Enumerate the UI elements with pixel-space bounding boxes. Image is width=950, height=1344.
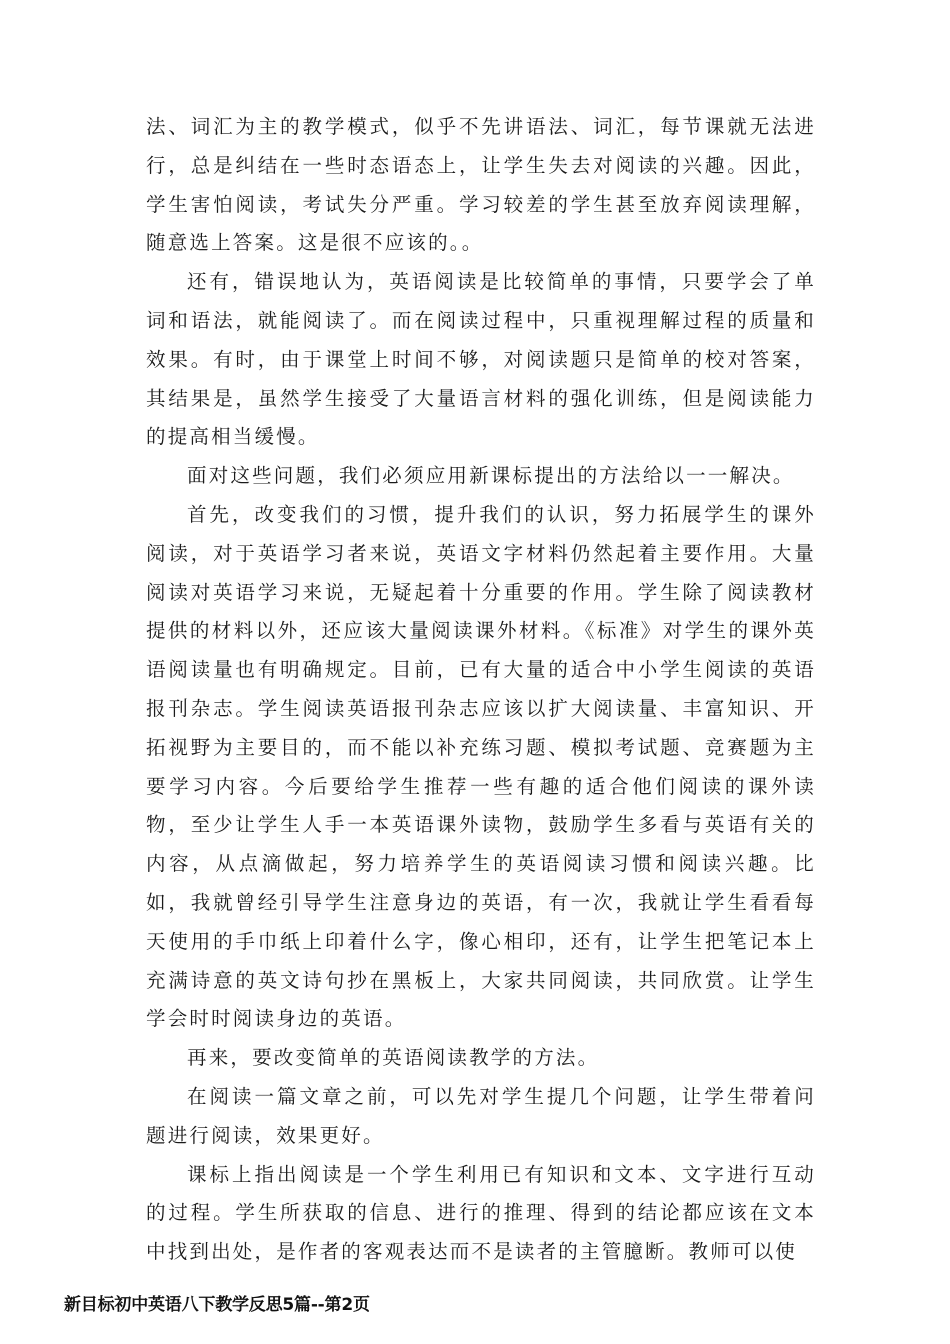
paragraph-continuation: 法、词汇为主的教学模式，似乎不先讲语法、词汇，每节课就无法进行，总是纠结在一些时态语态上，让学生失去对阅读的兴趣。因此，学生害怕阅读，考试失分严重。学习较差的学生甚至放弃阅读理解，随意选上答案。这是很不应该的。。 bbox=[146, 115, 816, 255]
paragraph: 再来，要改变简单的英语阅读教学的方法。 bbox=[187, 1046, 600, 1070]
paragraph: 课标上指出阅读是一个学生利用已有知识和文本、文字进行互动的过程。学生所获取的信息、进行的推理、得到的结论都应该在文本中找到出处，是作者的客观表达而不是读者的主管臆断。教师可以使 bbox=[146, 1162, 816, 1264]
paragraph: 首先，改变我们的习惯，提升我们的认识，努力拓展学生的课外阅读，对于英语学习者来说，英语文字材料仍然起着主要作用。大量阅读对英语学习来说，无疑起着十分重要的作用。学生除了阅读教材提供的材料以外，还应该大量阅读课外材料。《标准》对学生的课外英语阅读量也有明确规定。目前，已有大量的适合中小学生阅读的英语报刊杂志。学生阅读英语报刊杂志应该以扩大阅读量、丰富知识、开拓视野为主要目的，而不能以补充练习题、模拟考试题、竞赛题为主要学习内容。今后要给学生推荐一些有趣的适合他们阅读的课外读物，至少让学生人手一本英语课外读物，鼓励学生多看与英语有关的内容，从点滴做起，努力培养学生的英语阅读习惯和阅读兴趣。比如，我就曾经引导学生注意身边的英语，有一次，我就让学生看看每天使用的手巾纸上印着什么字，像心相印，还有，让学生把笔记本上充满诗意的英文诗句抄在黑板上，大家共同阅读，共同欣赏。让学生学会时时阅读身边的英语。 bbox=[146, 502, 816, 1031]
page-footer: 新目标初中英语八下教学反思5篇--第2页 bbox=[64, 1295, 370, 1315]
paragraph: 面对这些问题，我们必须应用新课标提出的方法给以一一解决。 bbox=[187, 464, 795, 488]
paragraph: 还有，错误地认为，英语阅读是比较简单的事情，只要学会了单词和语法，就能阅读了。而在阅读过程中，只重视理解过程的质量和效果。有时，由于课堂上时间不够，对阅读题只是简单的校对答案，其结果是，虽然学生接受了大量语言材料的强化训练，但是阅读能力的提高相当缓慢。 bbox=[146, 270, 816, 449]
document-body bbox=[146, 108, 816, 1272]
paragraph: 在阅读一篇文章之前，可以先对学生提几个问题，让学生带着问题进行阅读，效果更好。 bbox=[146, 1084, 816, 1147]
